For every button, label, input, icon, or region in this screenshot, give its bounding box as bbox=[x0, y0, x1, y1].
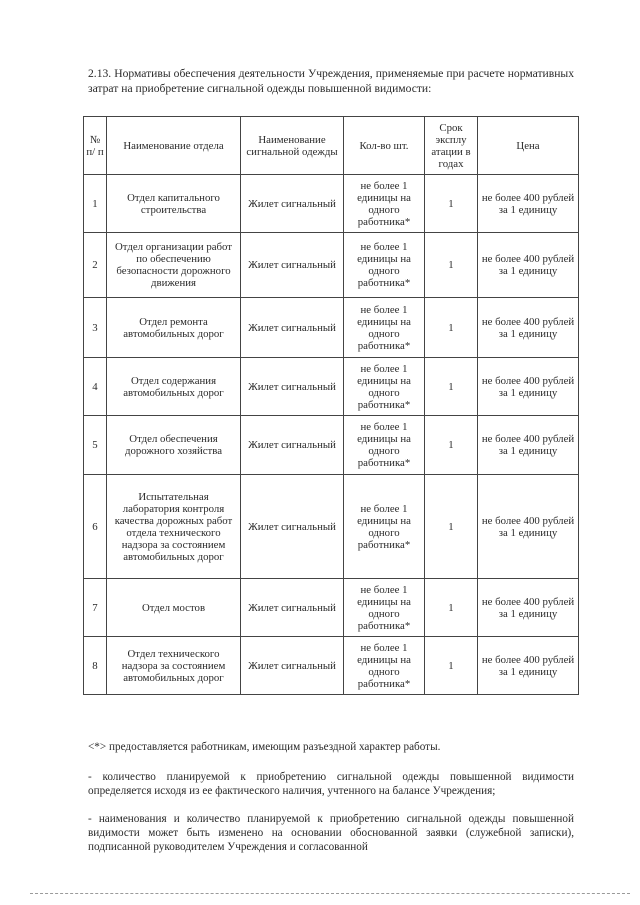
table-row bbox=[84, 579, 579, 637]
table-row bbox=[84, 475, 579, 579]
table-header-row bbox=[84, 117, 579, 175]
row-qty: не более 1 единицы на одного работника* bbox=[344, 233, 425, 298]
header-dept: Наименование отдела bbox=[107, 117, 241, 175]
table-row bbox=[84, 416, 579, 475]
row-qty: не более 1 единицы на одного работника* bbox=[344, 637, 425, 695]
row-qty: не более 1 единицы на одного работника* bbox=[344, 175, 425, 233]
section-heading: 2.13. Нормативы обеспечения деятельности Учреждения, применяемые при расчете нормативных затрат на приобретение сигнальной одежды повышенной видимости: bbox=[88, 67, 574, 95]
row-term: 1 bbox=[425, 175, 478, 233]
row-num: 8 bbox=[84, 637, 107, 695]
header-term: Срок эксплу атации в годах bbox=[425, 117, 478, 175]
row-term: 1 bbox=[425, 475, 478, 579]
header-num: № п/ п bbox=[84, 117, 107, 175]
row-dept: Отдел технического надзора за состоянием автомобильных дорог bbox=[107, 637, 241, 695]
row-qty: не более 1 единицы на одного работника* bbox=[344, 475, 425, 579]
row-num: 2 bbox=[84, 233, 107, 298]
row-item: Жилет сигнальный bbox=[241, 579, 344, 637]
row-dept: Отдел мостов bbox=[107, 579, 241, 637]
row-num: 1 bbox=[84, 175, 107, 233]
row-dept: Отдел ремонта автомобильных дорог bbox=[107, 298, 241, 358]
table-row bbox=[84, 298, 579, 358]
row-dept: Отдел организации работ по обеспечению безопасности дорожного движения bbox=[107, 233, 241, 298]
row-price: не более 400 рублей за 1 единицу bbox=[478, 175, 579, 233]
row-price: не более 400 рублей за 1 единицу bbox=[478, 416, 579, 475]
row-qty: не более 1 единицы на одного работника* bbox=[344, 579, 425, 637]
table-row bbox=[84, 175, 579, 233]
header-qty: Кол-во шт. bbox=[344, 117, 425, 175]
row-qty: не более 1 единицы на одного работника* bbox=[344, 298, 425, 358]
row-num: 3 bbox=[84, 298, 107, 358]
row-item: Жилет сигнальный bbox=[241, 175, 344, 233]
row-price: не более 400 рублей за 1 единицу bbox=[478, 298, 579, 358]
header-price: Цена bbox=[478, 117, 579, 175]
row-price: не более 400 рублей за 1 единицу bbox=[478, 358, 579, 416]
footnote: <*> предоставляется работникам, имеющим разъездной характер работы. bbox=[88, 741, 441, 753]
row-price: не более 400 рублей за 1 единицу bbox=[478, 233, 579, 298]
row-dept: Испытательная лаборатория контроля качества дорожных работ отдела технического надзора за состоянием автомобильных дорог bbox=[107, 475, 241, 579]
table-row bbox=[84, 233, 579, 298]
norms-table bbox=[83, 116, 579, 695]
row-dept: Отдел капитального строительства bbox=[107, 175, 241, 233]
row-qty: не более 1 единицы на одного работника* bbox=[344, 416, 425, 475]
row-num: 5 bbox=[84, 416, 107, 475]
row-dept: Отдел содержания автомобильных дорог bbox=[107, 358, 241, 416]
row-num: 4 bbox=[84, 358, 107, 416]
scan-edge-divider bbox=[30, 893, 630, 894]
row-num: 6 bbox=[84, 475, 107, 579]
row-item: Жилет сигнальный bbox=[241, 358, 344, 416]
row-item: Жилет сигнальный bbox=[241, 637, 344, 695]
row-term: 1 bbox=[425, 358, 478, 416]
row-term: 1 bbox=[425, 233, 478, 298]
row-price: не более 400 рублей за 1 единицу bbox=[478, 637, 579, 695]
row-term: 1 bbox=[425, 637, 478, 695]
row-item: Жилет сигнальный bbox=[241, 416, 344, 475]
row-item: Жилет сигнальный bbox=[241, 298, 344, 358]
row-term: 1 bbox=[425, 416, 478, 475]
table-row bbox=[84, 358, 579, 416]
row-qty: не более 1 единицы на одного работника* bbox=[344, 358, 425, 416]
row-term: 1 bbox=[425, 579, 478, 637]
row-item: Жилет сигнальный bbox=[241, 233, 344, 298]
header-item: Наименование сигнальной одежды bbox=[241, 117, 344, 175]
row-dept: Отдел обеспечения дорожного хозяйства bbox=[107, 416, 241, 475]
row-item: Жилет сигнальный bbox=[241, 475, 344, 579]
row-num: 7 bbox=[84, 579, 107, 637]
row-term: 1 bbox=[425, 298, 478, 358]
paragraph-quantity: - количество планируемой к приобретению сигнальной одежды повышенной видимости определяется исходя из ее фактического наличия, учтенного на балансе Учреждения; bbox=[88, 771, 574, 797]
paragraph-names: - наименования и количество планируемой к приобретению сигнальной одежды повышенной видимости может быть изменено на основании обоснованной заявки (служебной записки), подписанной руководителем Учреждения и согласованной bbox=[88, 813, 574, 853]
table-row bbox=[84, 637, 579, 695]
row-price: не более 400 рублей за 1 единицу bbox=[478, 475, 579, 579]
row-price: не более 400 рублей за 1 единицу bbox=[478, 579, 579, 637]
